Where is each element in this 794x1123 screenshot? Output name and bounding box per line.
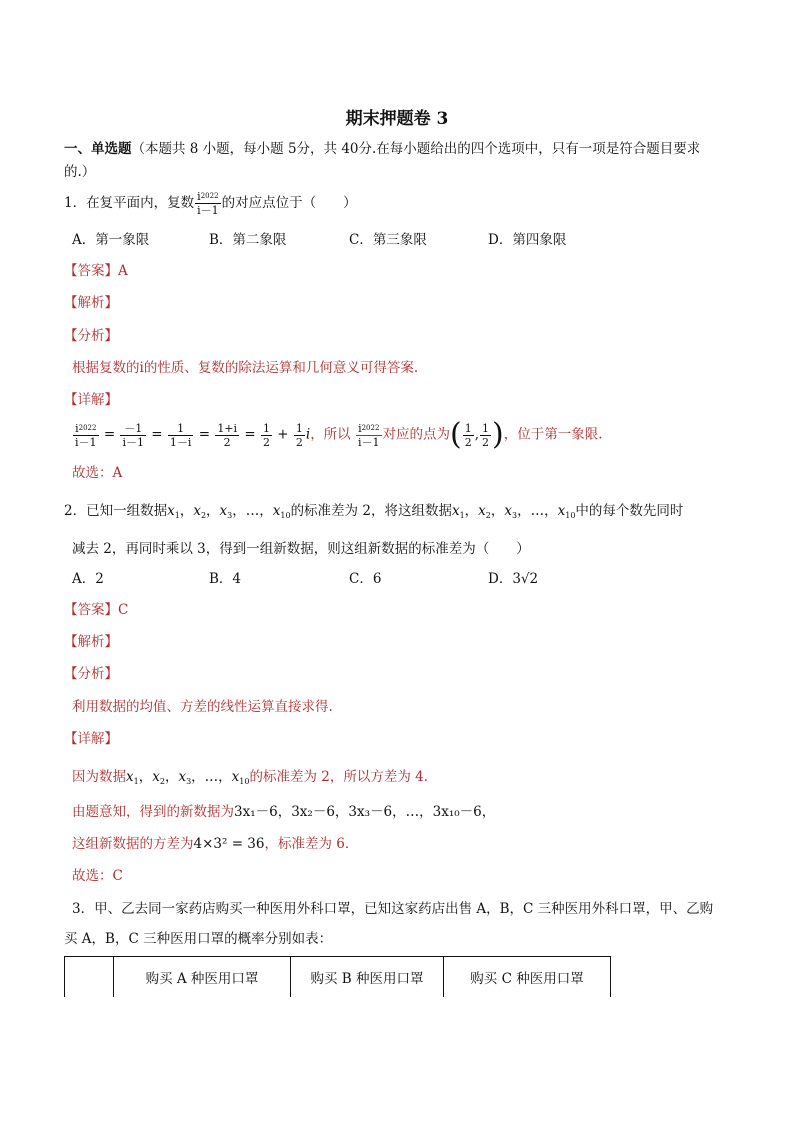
q2-option-c: C．6 (349, 571, 382, 587)
q2-detail-1: 因为数据$x_1$，$x_2$，$x_3$，…，$x_{10}$的标准差为 2，所以方差为 4． (72, 769, 438, 786)
q1-stem-fraction (195, 190, 221, 217)
q1-option-b: B．第二象限 (209, 232, 287, 248)
q1-frac-exp: 2022 (200, 192, 219, 200)
q2-detail-3 (72, 834, 358, 854)
q1-stem-prefix: 1．在复平面内，复数 (64, 195, 195, 211)
section-desc-2: 的.） (64, 164, 96, 180)
q1-stem (64, 190, 357, 217)
q1-detail-point-text: 对应的点为 (382, 426, 451, 443)
q1-detail-frac-3: $\frac{1}{1-i}$ (169, 421, 192, 449)
q1-detail-frac-6: $\frac{1}{2}$ (295, 421, 303, 449)
q1-detail-frac-7: $\frac{i^{2022}}{i-1}$ (357, 421, 380, 449)
q2-jiexi: 【解析】 (64, 634, 118, 650)
table-header-cell (65, 957, 114, 998)
q2-conclusion: 故选：C (72, 868, 123, 884)
table-row (65, 957, 611, 998)
q2-option-b: B．4 (209, 571, 242, 587)
q2-detail1-suffix: 的标准差为 2，所以方差为 4． (249, 769, 438, 785)
q1-detail-tail: ，位于第一象限. (503, 426, 603, 443)
q2-detail2-terms: 3x₁－6，3x₂－6，3x₃－6，…，3x₁₀－6， (234, 804, 496, 820)
table-header-cell: 购买 B 种医用口罩 (291, 957, 444, 998)
q2-answer: 【答案】C (64, 602, 129, 618)
table-header-cell: 购买 A 种医用口罩 (114, 957, 291, 998)
q1-analysis: 根据复数的i的性质、复数的除法运算和几何意义可得答案. (72, 360, 419, 376)
q2-option-d: D．3√2 (488, 571, 539, 587)
q2-stem1-mid: 的标准差为 2，将这组数据 (290, 503, 452, 519)
q2-detail-2 (72, 802, 495, 822)
q1-xiangjie: 【详解】 (64, 392, 118, 408)
q2-stem-line2: 减去 2，再同时乘以 3，得到一组新数据，则这组新数据的标准差为（ ） (72, 541, 530, 557)
q1-option-c: C．第三象限 (349, 232, 427, 248)
q2-detail1-prefix: 因为数据 (72, 769, 126, 785)
q1-detail-frac-1: $\frac{i^{2022}}{i-1}$ (75, 421, 97, 449)
q1-point-x: $\frac{1}{2}$ (464, 421, 472, 449)
q2-detail3-prefix: 这组新数据的方差为 (72, 836, 194, 852)
q3-probability-table (64, 956, 611, 998)
q2-xiangjie: 【详解】 (64, 731, 118, 747)
q1-fenxi: 【分析】 (64, 328, 118, 344)
q2-stem1-suffix: 中的每个数先同时 (575, 503, 684, 519)
page-bottom-cut (60, 997, 620, 1027)
q2-detail3-expr: 4×3² = 36 (193, 836, 265, 852)
q1-jiexi: 【解析】 (64, 295, 118, 311)
q2-detail2-prefix: 由题意知，得到的新数据为 (72, 804, 234, 820)
q1-conclusion: 故选：A (72, 465, 123, 481)
q1-option-d: D．第四象限 (488, 232, 567, 248)
q3-stem-line1: 3．甲、乙去同一家药店购买一种医用外科口罩，已知这家药店出售 A，B，C 三种医用外科口罩，甲、乙购 (72, 901, 714, 917)
q1-frac-base: i (197, 190, 201, 203)
q1-option-a: A．第一象限 (72, 232, 150, 248)
q1-frac-den: i－1 (197, 204, 219, 217)
section-heading-line (64, 139, 700, 159)
section-heading: 一、单选题 (64, 141, 132, 157)
q1-detail-so: ，所以 (310, 426, 351, 443)
q1-detail-line: $\frac{i^{2022}}{i-1}$ = $\frac{-1}{i-1}$ = $\frac{1}{1-i}$ = $\frac{1+i}{2}$ = $\frac{1}{2}$ + $\frac{1}{2}$ i，所以 $\frac{i^{2022}}{i-1}$ 对应的点为( $\frac{1}{2}$ , $\frac{1}{2}$ )，位于第一象限. (75, 417, 603, 452)
table-header-cell: 购买 C 种医用口罩 (444, 957, 611, 998)
q2-fenxi: 【分析】 (64, 666, 118, 682)
q2-detail3-suffix: ，标准差为 6． (264, 836, 359, 852)
q2-stem-line1: 2．已知一组数据$x_1$，$x_2$，$x_3$，…，$x_{10}$的标准差为 2，将这组数据$x_1$，$x_2$，$x_3$，…，$x_{10}$中的每个数先同时 (64, 503, 684, 520)
q1-stem-suffix: 的对应点位于（ ） (221, 195, 357, 211)
q1-detail-frac-2: $\frac{-1}{i-1}$ (122, 421, 144, 449)
q2-stem1-prefix: 2．已知一组数据 (64, 503, 168, 519)
q2-analysis: 利用数据的均值、方差的线性运算直接求得. (72, 699, 333, 715)
section-desc-1: （本题共 8 小题，每小题 5分，共 40分.在每小题给出的四个选项中，只有一项是符合题目要求 (131, 141, 701, 157)
q1-point-y: $\frac{1}{2}$ (482, 421, 490, 449)
q1-answer: 【答案】A (64, 263, 128, 279)
q1-detail-frac-5: $\frac{1}{2}$ (262, 421, 270, 449)
q1-detail-frac-4: $\frac{1+i}{2}$ (217, 421, 238, 449)
q3-stem-line2: 买 A，B，C 三种医用口罩的概率分别如表： (64, 931, 333, 947)
page-title: 期末押题卷 3 (345, 109, 449, 129)
q2-option-a: A．2 (72, 571, 104, 587)
